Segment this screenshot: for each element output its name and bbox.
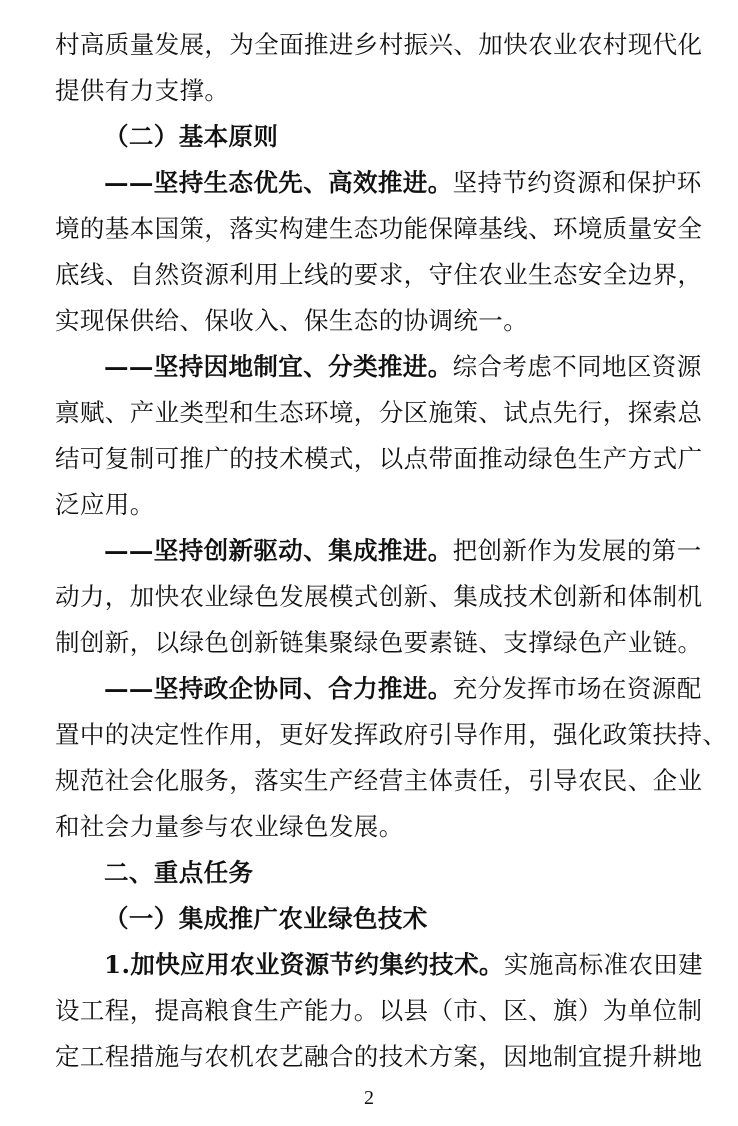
text-line-7: 实现保供给、保收入、保生态的协调统一。 (55, 306, 529, 335)
subsection-heading-green-tech: （一）集成推广农业绿色技术 (104, 904, 428, 933)
text-line-1: 村高质量发展，为全面推进乡村振兴、加快农业农村现代化 (55, 30, 703, 59)
text-line-13: 动力，加快农业绿色发展模式创新、集成技术创新和体制机 (55, 582, 703, 611)
text-line-16: 置中的决定性作用，更好发挥政府引导作用，强化政策扶持、 (55, 720, 728, 749)
document-body (55, 22, 728, 1080)
section-heading-key-tasks: 二、重点任务 (104, 858, 254, 887)
text-line-6: 底线、自然资源利用上线的要求，守住农业生态安全边界， (55, 260, 703, 289)
text-line-2: 提供有力支撑。 (55, 76, 230, 105)
text-line-11: 泛应用。 (55, 490, 155, 519)
text-line-14: 制创新，以绿色创新链集聚绿色要素链、支撑绿色产业链。 (55, 628, 703, 657)
text-line-5: 境的基本国策，落实构建生态功能保障基线、环境质量安全 (55, 214, 703, 243)
principle-1-line: ——坚持生态优先、高效推进。坚持节约资源和保护环 (104, 168, 702, 197)
principle-4-line: ——坚持政企协同、合力推进。充分发挥市场在资源配 (104, 674, 702, 703)
text-line-18: 和社会力量参与农业绿色发展。 (55, 812, 404, 841)
text-line-10: 结可复制可推广的技术模式，以点带面推动绿色生产方式广 (55, 444, 703, 473)
principle-2-line: ——坚持因地制宜、分类推进。综合考虑不同地区资源 (104, 352, 702, 381)
task-1-line: 1.加快应用农业资源节约集约技术。实施高标准农田建 (104, 950, 704, 979)
text-line-9: 禀赋、产业类型和生态环境，分区施策、试点先行，探索总 (55, 398, 703, 427)
section-heading-basic-principles: （二）基本原则 (104, 122, 279, 151)
page-number: 2 (364, 1087, 374, 1109)
text-line-17: 规范社会化服务，落实生产经营主体责任，引导农民、企业 (55, 766, 703, 795)
principle-3-line: ——坚持创新驱动、集成推进。把创新作为发展的第一 (104, 536, 702, 565)
text-line-23: 定工程措施与农机农艺融合的技术方案，因地制宜提升耕地 (55, 1042, 703, 1071)
text-line-22: 设工程，提高粮食生产能力。以县（市、区、旗）为单位制 (55, 996, 703, 1025)
